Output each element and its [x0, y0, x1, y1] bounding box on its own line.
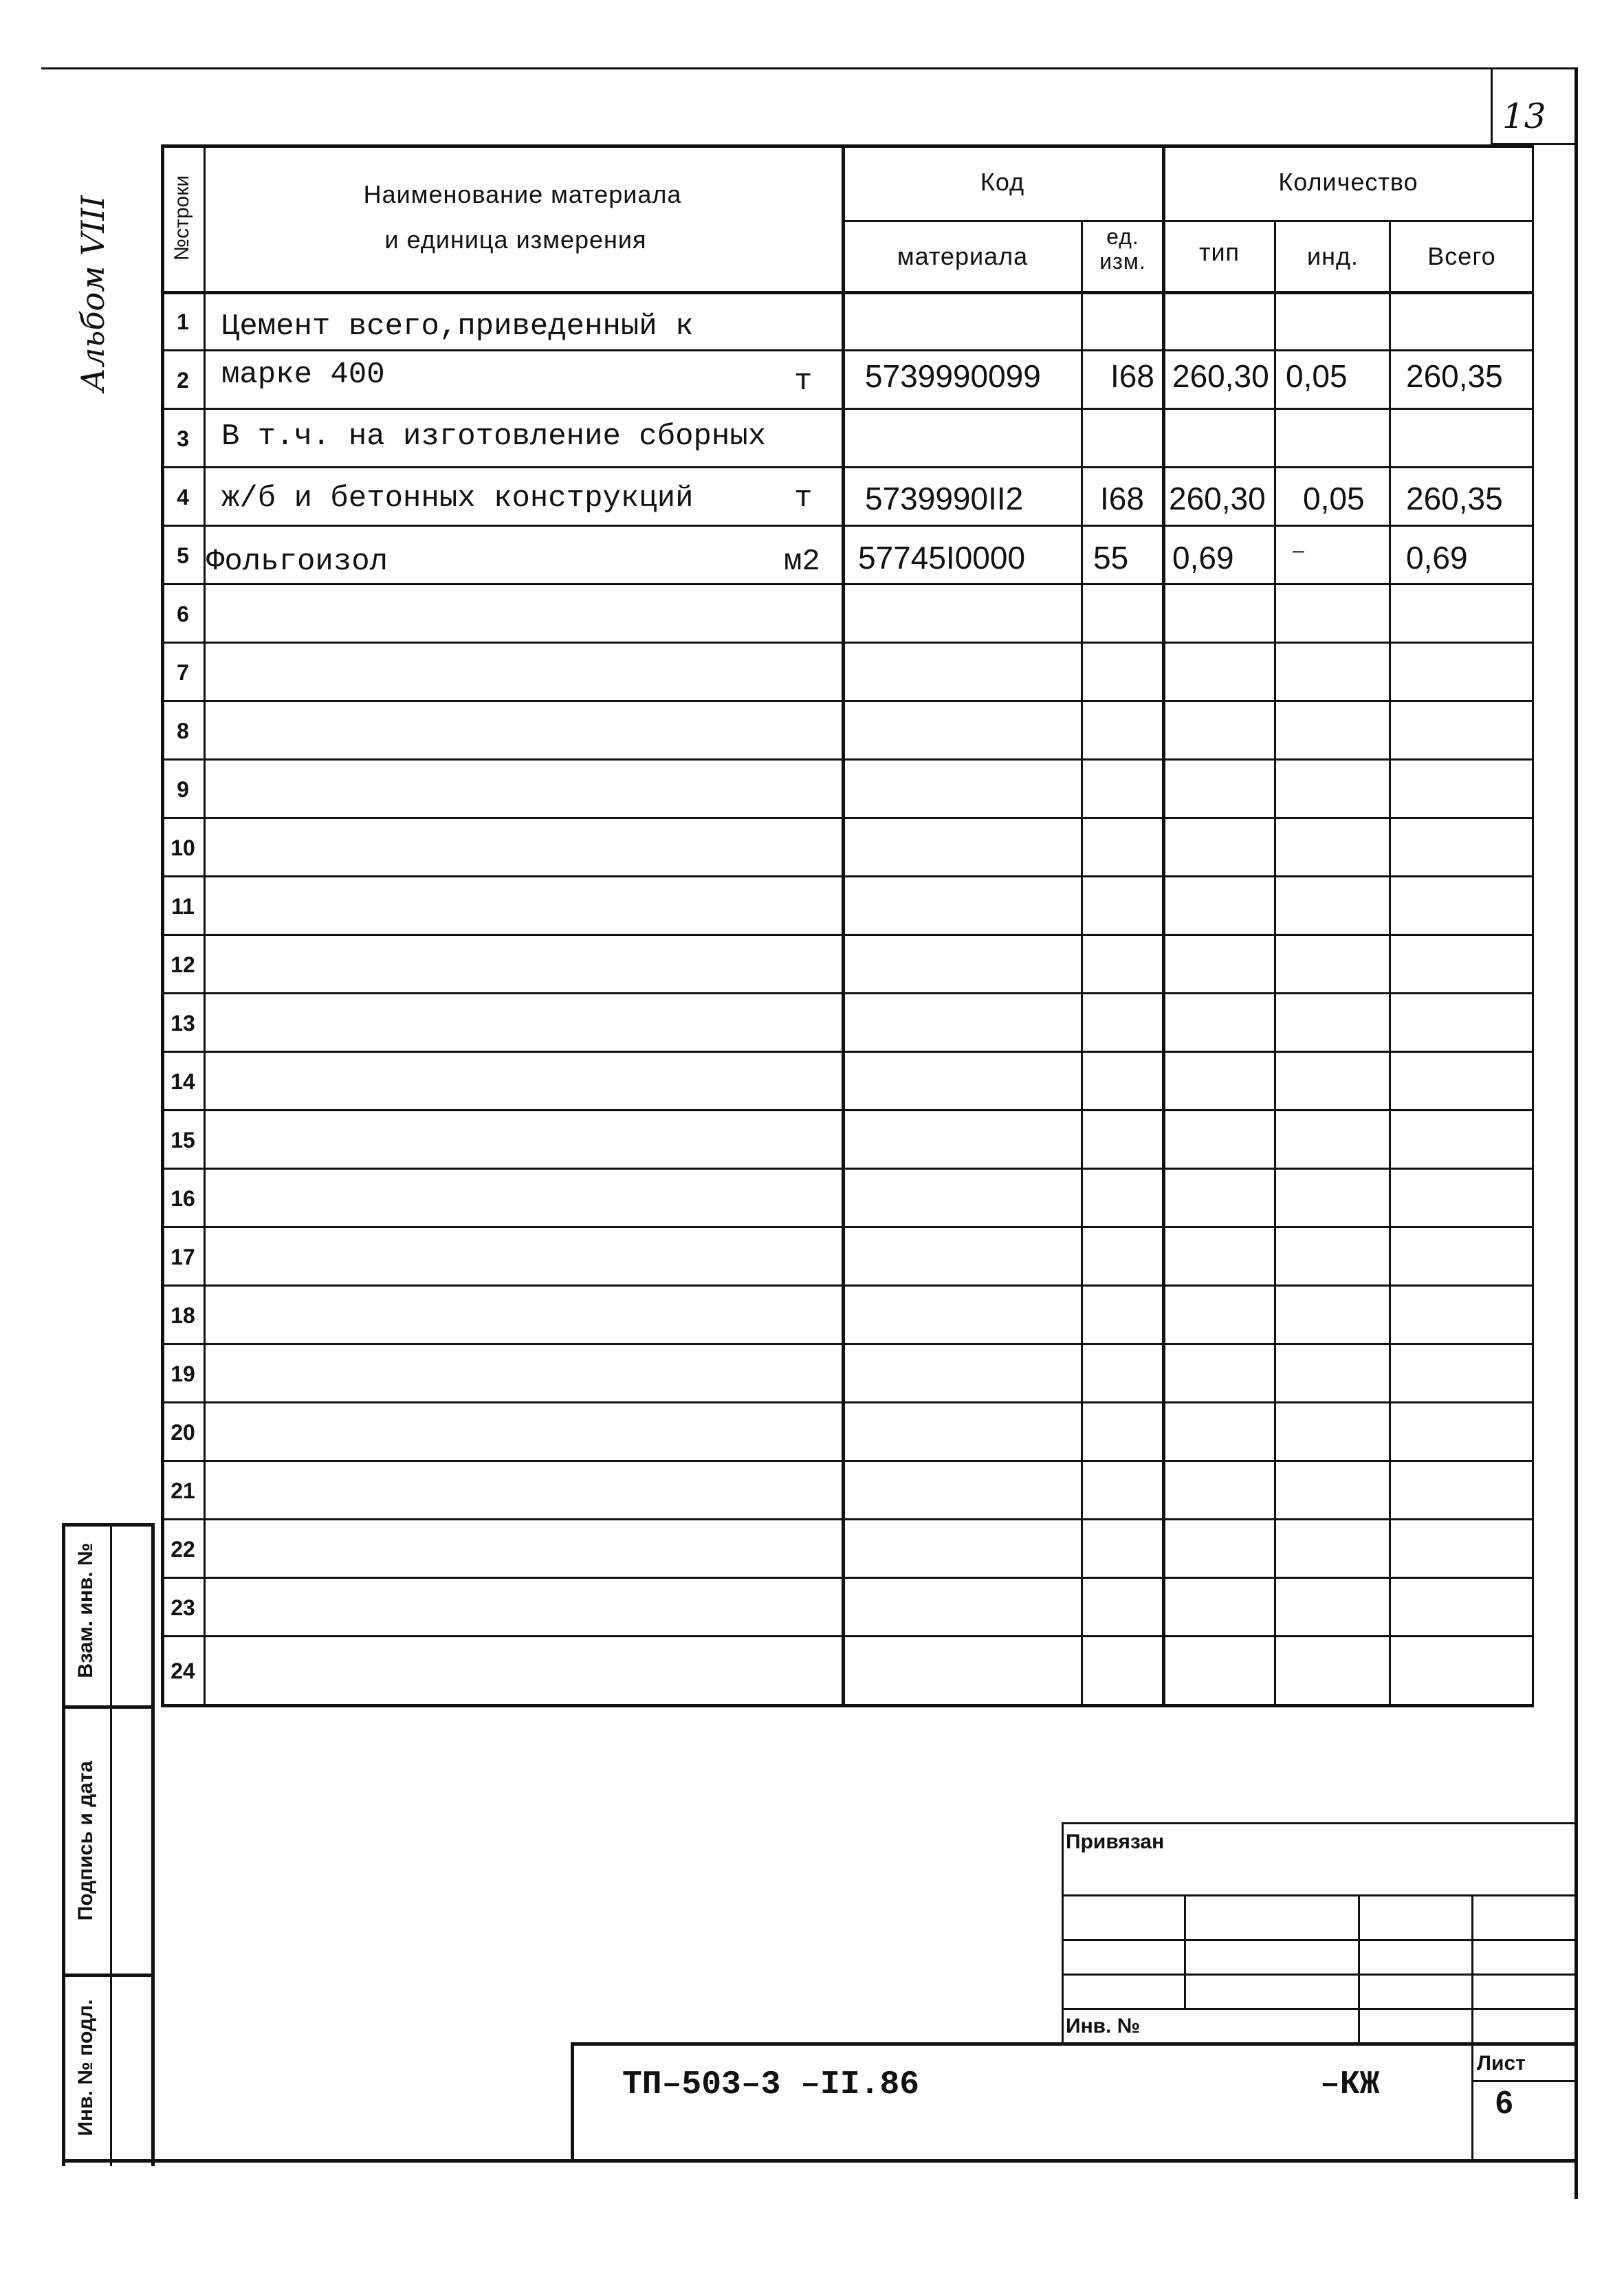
- row-line: [161, 1460, 1534, 1462]
- row5-unit: м2: [784, 545, 820, 579]
- code-col-border: [1081, 220, 1083, 1705]
- row-line: [161, 1168, 1534, 1170]
- row-no-header: №строки: [171, 175, 193, 261]
- row2-unit: т: [794, 364, 813, 399]
- name-header-line2: и единица измерения: [384, 226, 647, 254]
- unit-header-line2: изм.: [1099, 249, 1146, 274]
- row4-ind: 0,05: [1303, 481, 1365, 516]
- row-number: 18: [171, 1303, 195, 1328]
- vzam-inv-label: Взам. инв. №: [74, 1542, 97, 1679]
- row-number: 1: [177, 309, 189, 334]
- sheet-col: [1471, 2042, 1473, 2161]
- row-line: [161, 1226, 1534, 1228]
- inv-no-label: Инв. №: [1066, 2015, 1141, 2037]
- row-line: [161, 1518, 1534, 1520]
- header-top: [161, 144, 1534, 148]
- row-number: 22: [171, 1537, 195, 1562]
- table-right-border: [1532, 144, 1534, 1705]
- row-number: 13: [171, 1011, 195, 1036]
- doc-code: ТП–503–3 –II.86: [622, 2066, 920, 2103]
- qty-total-header: Всего: [1427, 242, 1496, 270]
- frame-bottom: [62, 2159, 1578, 2163]
- row-number: 24: [171, 1659, 195, 1683]
- privyazan-left: [1062, 1822, 1064, 2044]
- row-line: [161, 1635, 1534, 1637]
- row-number: 17: [171, 1245, 195, 1269]
- row-number: 8: [177, 719, 189, 743]
- row-line: [161, 408, 1534, 410]
- inv-podl-label: Инв. № подл.: [74, 1999, 97, 2136]
- row2-ind: 0,05: [1286, 358, 1348, 394]
- row-number: 7: [177, 660, 189, 685]
- code-group-header: Код: [980, 168, 1025, 196]
- qty-ind-header: инд.: [1307, 242, 1359, 270]
- right-frame: [1574, 67, 1578, 2199]
- row-number: 6: [177, 602, 189, 626]
- row-number: 14: [171, 1069, 195, 1094]
- row-number: 21: [171, 1478, 195, 1503]
- privyazan-line: [1062, 2008, 1577, 2010]
- row-number: 15: [171, 1128, 195, 1152]
- row-number: 3: [177, 426, 189, 451]
- row4-total: 260,35: [1406, 481, 1503, 516]
- row2-code: 5739990099: [865, 358, 1041, 394]
- row-number: 5: [177, 543, 189, 568]
- page-number: 13: [1502, 96, 1546, 136]
- row4-code: 5739990II2: [865, 481, 1024, 516]
- album-label: Альбом VIII: [74, 195, 111, 392]
- row-number: 23: [171, 1595, 195, 1620]
- row4-type: 260,30: [1169, 481, 1266, 516]
- name-header-line1: Наименование материала: [363, 180, 682, 208]
- row-line: [161, 466, 1534, 468]
- ind-col-border: [1389, 220, 1391, 1705]
- row-number: 19: [171, 1362, 195, 1386]
- header-bottom: [161, 291, 1534, 294]
- row-line: [161, 583, 1534, 585]
- row-number: 4: [177, 485, 189, 510]
- row5-code: 57745I0000: [858, 540, 1026, 576]
- row2-unit-code: I68: [1110, 358, 1154, 394]
- row-line: [161, 349, 1534, 351]
- side-stamp-mid: [110, 1523, 112, 2166]
- row4-name: ж/б и бетонных конструкций: [221, 481, 694, 516]
- row4-unit: т: [794, 481, 813, 516]
- row-line: [161, 934, 1534, 936]
- row4-unit-code: I68: [1100, 481, 1144, 516]
- privyazan-line: [1062, 1939, 1577, 1941]
- privyazan-col: [1184, 1894, 1186, 2008]
- frame-left: [151, 1523, 155, 2166]
- row-line: [161, 875, 1534, 877]
- row-line: [161, 1343, 1534, 1345]
- privyazan-line: [1062, 1974, 1577, 1976]
- row5-type: 0,69: [1172, 540, 1234, 576]
- row-line: [161, 1051, 1534, 1053]
- sheet-number: 6: [1495, 2084, 1513, 2120]
- row-line: [161, 1577, 1534, 1579]
- name-col-border: [842, 144, 845, 1705]
- row3-name: В т.ч. на изготовление сборных: [221, 419, 767, 454]
- sheet-sep: [1471, 2080, 1574, 2082]
- row-line: [161, 700, 1534, 702]
- table-bottom: [161, 1704, 1534, 1707]
- row-line: [161, 1401, 1534, 1403]
- row-number: 10: [171, 835, 195, 860]
- row-line: [161, 817, 1534, 819]
- row5-total: 0,69: [1406, 540, 1468, 576]
- type-col-border: [1274, 220, 1276, 1705]
- header-mid: [842, 220, 1534, 222]
- privyazan-line: [1062, 1894, 1577, 1896]
- unit-header-line1: ед.: [1106, 224, 1139, 249]
- privyazan-label: Привязан: [1066, 1830, 1165, 1853]
- row5-unit-code: 55: [1093, 540, 1129, 576]
- row-number: 2: [177, 368, 189, 393]
- row-number: 11: [171, 894, 195, 919]
- row-line: [161, 1284, 1534, 1287]
- row-number: 12: [171, 952, 195, 977]
- row-line: [161, 992, 1534, 994]
- side-stamp-left: [62, 1523, 65, 2166]
- row-line: [161, 642, 1534, 644]
- qty-group-header: Количество: [1278, 168, 1418, 196]
- stamp-left: [571, 2042, 574, 2161]
- row1-name: Цемент всего,приведенный к: [221, 309, 694, 344]
- row2-type: 260,30: [1172, 358, 1269, 394]
- rowno-col-border: [204, 144, 206, 1705]
- page-number-box: [1491, 67, 1493, 143]
- unit-col-border: [1162, 144, 1165, 1705]
- code-material-header: материала: [897, 242, 1029, 270]
- row-number: 16: [171, 1186, 195, 1211]
- sheet-label: Лист: [1477, 2052, 1526, 2075]
- row-number: 9: [177, 777, 189, 802]
- privyazan-top: [1062, 1822, 1577, 1824]
- qty-type-header: тип: [1198, 238, 1240, 266]
- row5-ind: –: [1293, 539, 1304, 562]
- row-number: 20: [171, 1420, 195, 1445]
- top-rule: [41, 67, 1574, 69]
- doc-mark: –КЖ: [1320, 2066, 1380, 2103]
- row-line: [161, 1109, 1534, 1111]
- row2-total: 260,35: [1406, 358, 1503, 394]
- row-line: [161, 758, 1534, 761]
- privyazan-col: [1471, 1894, 1473, 2042]
- privyazan-col: [1358, 1894, 1360, 2042]
- stamp-top: [571, 2042, 1578, 2046]
- row2-name: марке 400: [221, 358, 385, 392]
- podpis-data-label: Подпись и дата: [74, 1760, 97, 1921]
- row-line: [161, 525, 1534, 527]
- row5-name: Фольгоизол: [206, 545, 388, 579]
